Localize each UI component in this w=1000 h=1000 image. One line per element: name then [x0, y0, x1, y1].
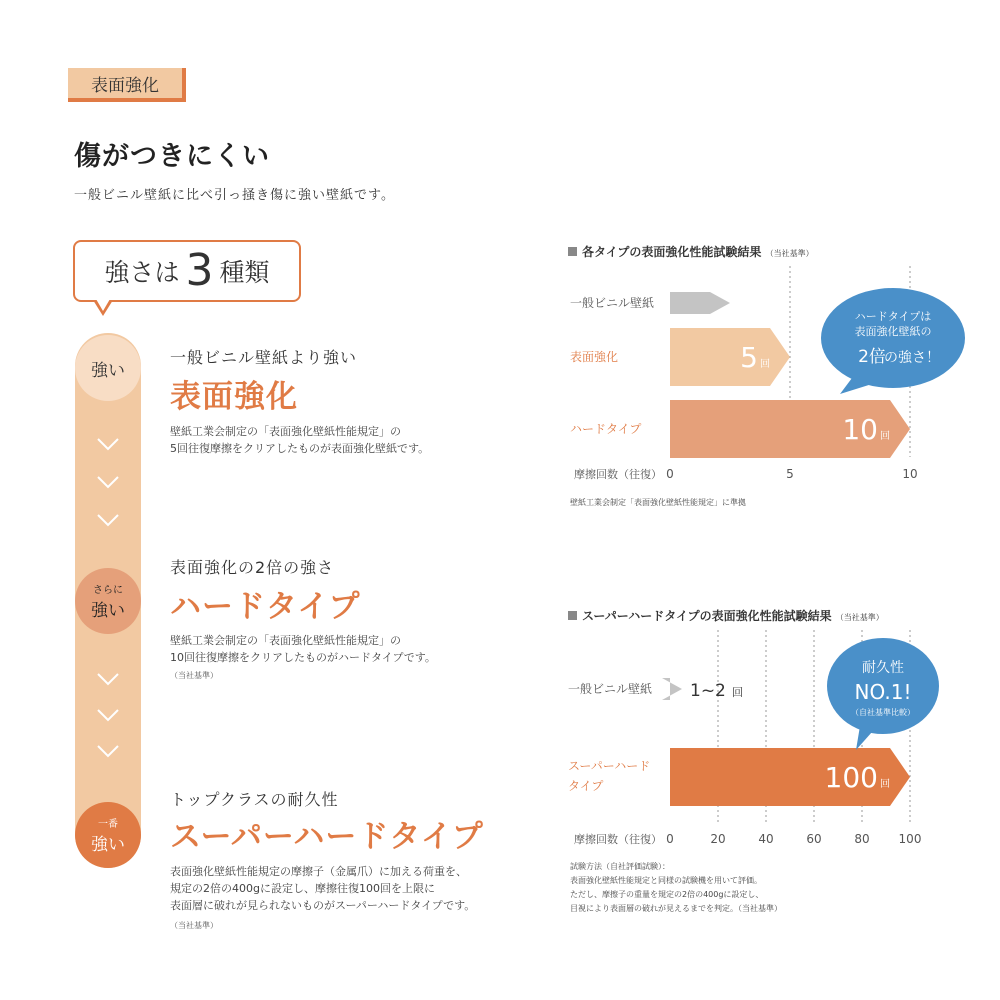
x-axis-label: 摩擦回数（往復）	[574, 833, 662, 846]
x-tick-label: 40	[758, 832, 774, 846]
hard-note: （当社基準）	[170, 671, 218, 680]
superhard-desc-line: 表面層に破れが見られないものがスーパーハードタイプです。	[170, 899, 476, 912]
page-subtitle: 一般ビニル壁紙に比べ引っ掻き傷に強い壁紙です。	[74, 188, 395, 203]
chart2-footnote	[570, 860, 782, 916]
level-strong	[75, 335, 141, 401]
data-label: 5	[740, 341, 758, 374]
hyomen-lead: 一般ビニル壁紙より強い	[170, 348, 358, 367]
superhard-lead: トップクラスの耐久性	[170, 790, 339, 809]
chevron-down-icon	[96, 672, 120, 696]
square-bullet-icon	[568, 611, 577, 620]
data-label-unit: 回	[880, 431, 890, 442]
speech-bubble	[821, 288, 965, 388]
level-strongest	[75, 802, 141, 868]
hyomen-desc-line: 5回往復摩擦をクリアしたものが表面強化壁紙です。	[170, 442, 430, 455]
chart2-footnote-line: 表面強化壁紙性能規定と同様の試験機を用いて評価。	[570, 876, 762, 885]
callout-prefix: 強さは	[104, 258, 180, 287]
bar	[670, 328, 790, 386]
category-label: スーパーハード	[568, 759, 651, 773]
bubble-text-big: NO.1!	[854, 680, 912, 704]
category-label: 一般ビニル壁紙	[570, 296, 655, 310]
bubble-text: （自社基準比較）	[851, 708, 915, 717]
hyomen-desc-line: 壁紙工業会制定の「表面強化壁紙性能規定」の	[170, 425, 401, 438]
superhard-title: スーパーハードタイプ	[170, 819, 484, 855]
chart2-svg	[560, 626, 980, 866]
section-tag	[68, 68, 186, 102]
hyomen-desc	[170, 423, 429, 457]
hard-desc	[170, 632, 436, 666]
data-label-unit: 回	[880, 779, 890, 790]
level-stronger-label: 強い	[91, 601, 125, 621]
chart2-footnote-line: ただし、摩擦子の重量を規定の2倍の400gに設定し、	[570, 890, 764, 899]
hyomen-title: 表面強化	[170, 379, 298, 415]
chevron-down-icon	[96, 744, 120, 768]
data-label: 100	[824, 761, 878, 794]
page-title: 傷がつきにくい	[74, 141, 270, 172]
category-label: 一般ビニル壁紙	[568, 682, 653, 696]
bubble-text: 表面強化壁紙の	[854, 325, 932, 338]
chevron-down-icon	[96, 437, 120, 461]
hard-lead: 表面強化の2倍の強さ	[170, 558, 335, 577]
data-label: 10	[842, 413, 878, 446]
level-strongest-small: 一番	[98, 819, 118, 830]
superhard-desc-line: 表面強化壁紙性能規定の摩擦子（金属爪）に加える荷重を、	[170, 865, 467, 878]
x-tick-label: 10	[902, 467, 918, 481]
x-tick-label: 60	[806, 832, 822, 846]
level-strong-label: 強い	[91, 360, 125, 381]
hard-desc-line: 10回往復摩擦をクリアしたものがハードタイプです。	[170, 651, 436, 664]
x-tick-label: 80	[854, 832, 870, 846]
x-tick-label: 100	[898, 832, 922, 846]
bar	[670, 292, 730, 314]
x-axis-label: 摩擦回数（往復）	[574, 468, 662, 481]
chevron-down-icon	[96, 708, 120, 732]
level-stronger-small: さらに	[93, 585, 123, 596]
superhard-desc-line: 規定の2倍の400gに設定し、摩擦往復100回を上限に	[170, 882, 435, 895]
superhard-note: （当社基準）	[170, 921, 218, 930]
bubble-text-big: 2倍	[858, 347, 886, 367]
chevron-down-icon	[96, 513, 120, 537]
chart1-footnote: 壁紙工業会制定「表面強化壁紙性能規定」に準拠	[570, 498, 746, 507]
strength-callout	[73, 240, 301, 302]
x-tick-label: 20	[710, 832, 726, 846]
chart1-title	[568, 243, 814, 260]
square-bullet-icon	[568, 247, 577, 256]
chart2-footnote-line: 目視により表面層の破れが見えるまでを判定。（当社基準）	[570, 904, 782, 913]
chart1-svg	[560, 262, 980, 522]
chart1-title-text: 各タイプの表面強化性能試験結果	[582, 245, 762, 259]
chart2-title-text: スーパーハードタイプの表面強化性能試験結果	[582, 609, 832, 623]
callout-suffix: 種類	[219, 258, 270, 287]
callout-number: 3	[185, 245, 214, 296]
data-label: 1~2	[690, 681, 726, 701]
x-tick-label: 5	[786, 467, 794, 481]
chevron-down-icon	[96, 475, 120, 499]
data-label-unit: 回	[760, 359, 770, 370]
category-label: ハードタイプ	[570, 422, 642, 436]
category-label: タイプ	[568, 779, 604, 793]
bubble-text: の強さ！	[884, 350, 940, 366]
x-tick-label: 0	[666, 467, 674, 481]
data-label-unit: 回	[732, 686, 743, 699]
level-strongest-label: 強い	[91, 835, 125, 855]
chart2-footnote-line: 試験方法（自社評価試験）：	[570, 862, 670, 871]
bar	[662, 678, 682, 700]
level-stronger	[75, 568, 141, 634]
x-tick-label: 0	[666, 832, 674, 846]
chart2-title	[568, 607, 884, 624]
superhard-desc	[170, 863, 475, 914]
section-tag-label: 表面強化	[91, 75, 159, 96]
chart1-title-note: （当社基準）	[765, 249, 814, 258]
chart2-title-note: （当社基準）	[835, 613, 884, 622]
hard-desc-line: 壁紙工業会制定の「表面強化壁紙性能規定」の	[170, 634, 401, 647]
hard-title: ハードタイプ	[170, 589, 361, 625]
bubble-text: ハードタイプは	[854, 310, 932, 323]
category-label: 表面強化	[570, 350, 619, 364]
bubble-text: 耐久性	[862, 660, 904, 676]
callout-tail-inner	[96, 299, 110, 311]
